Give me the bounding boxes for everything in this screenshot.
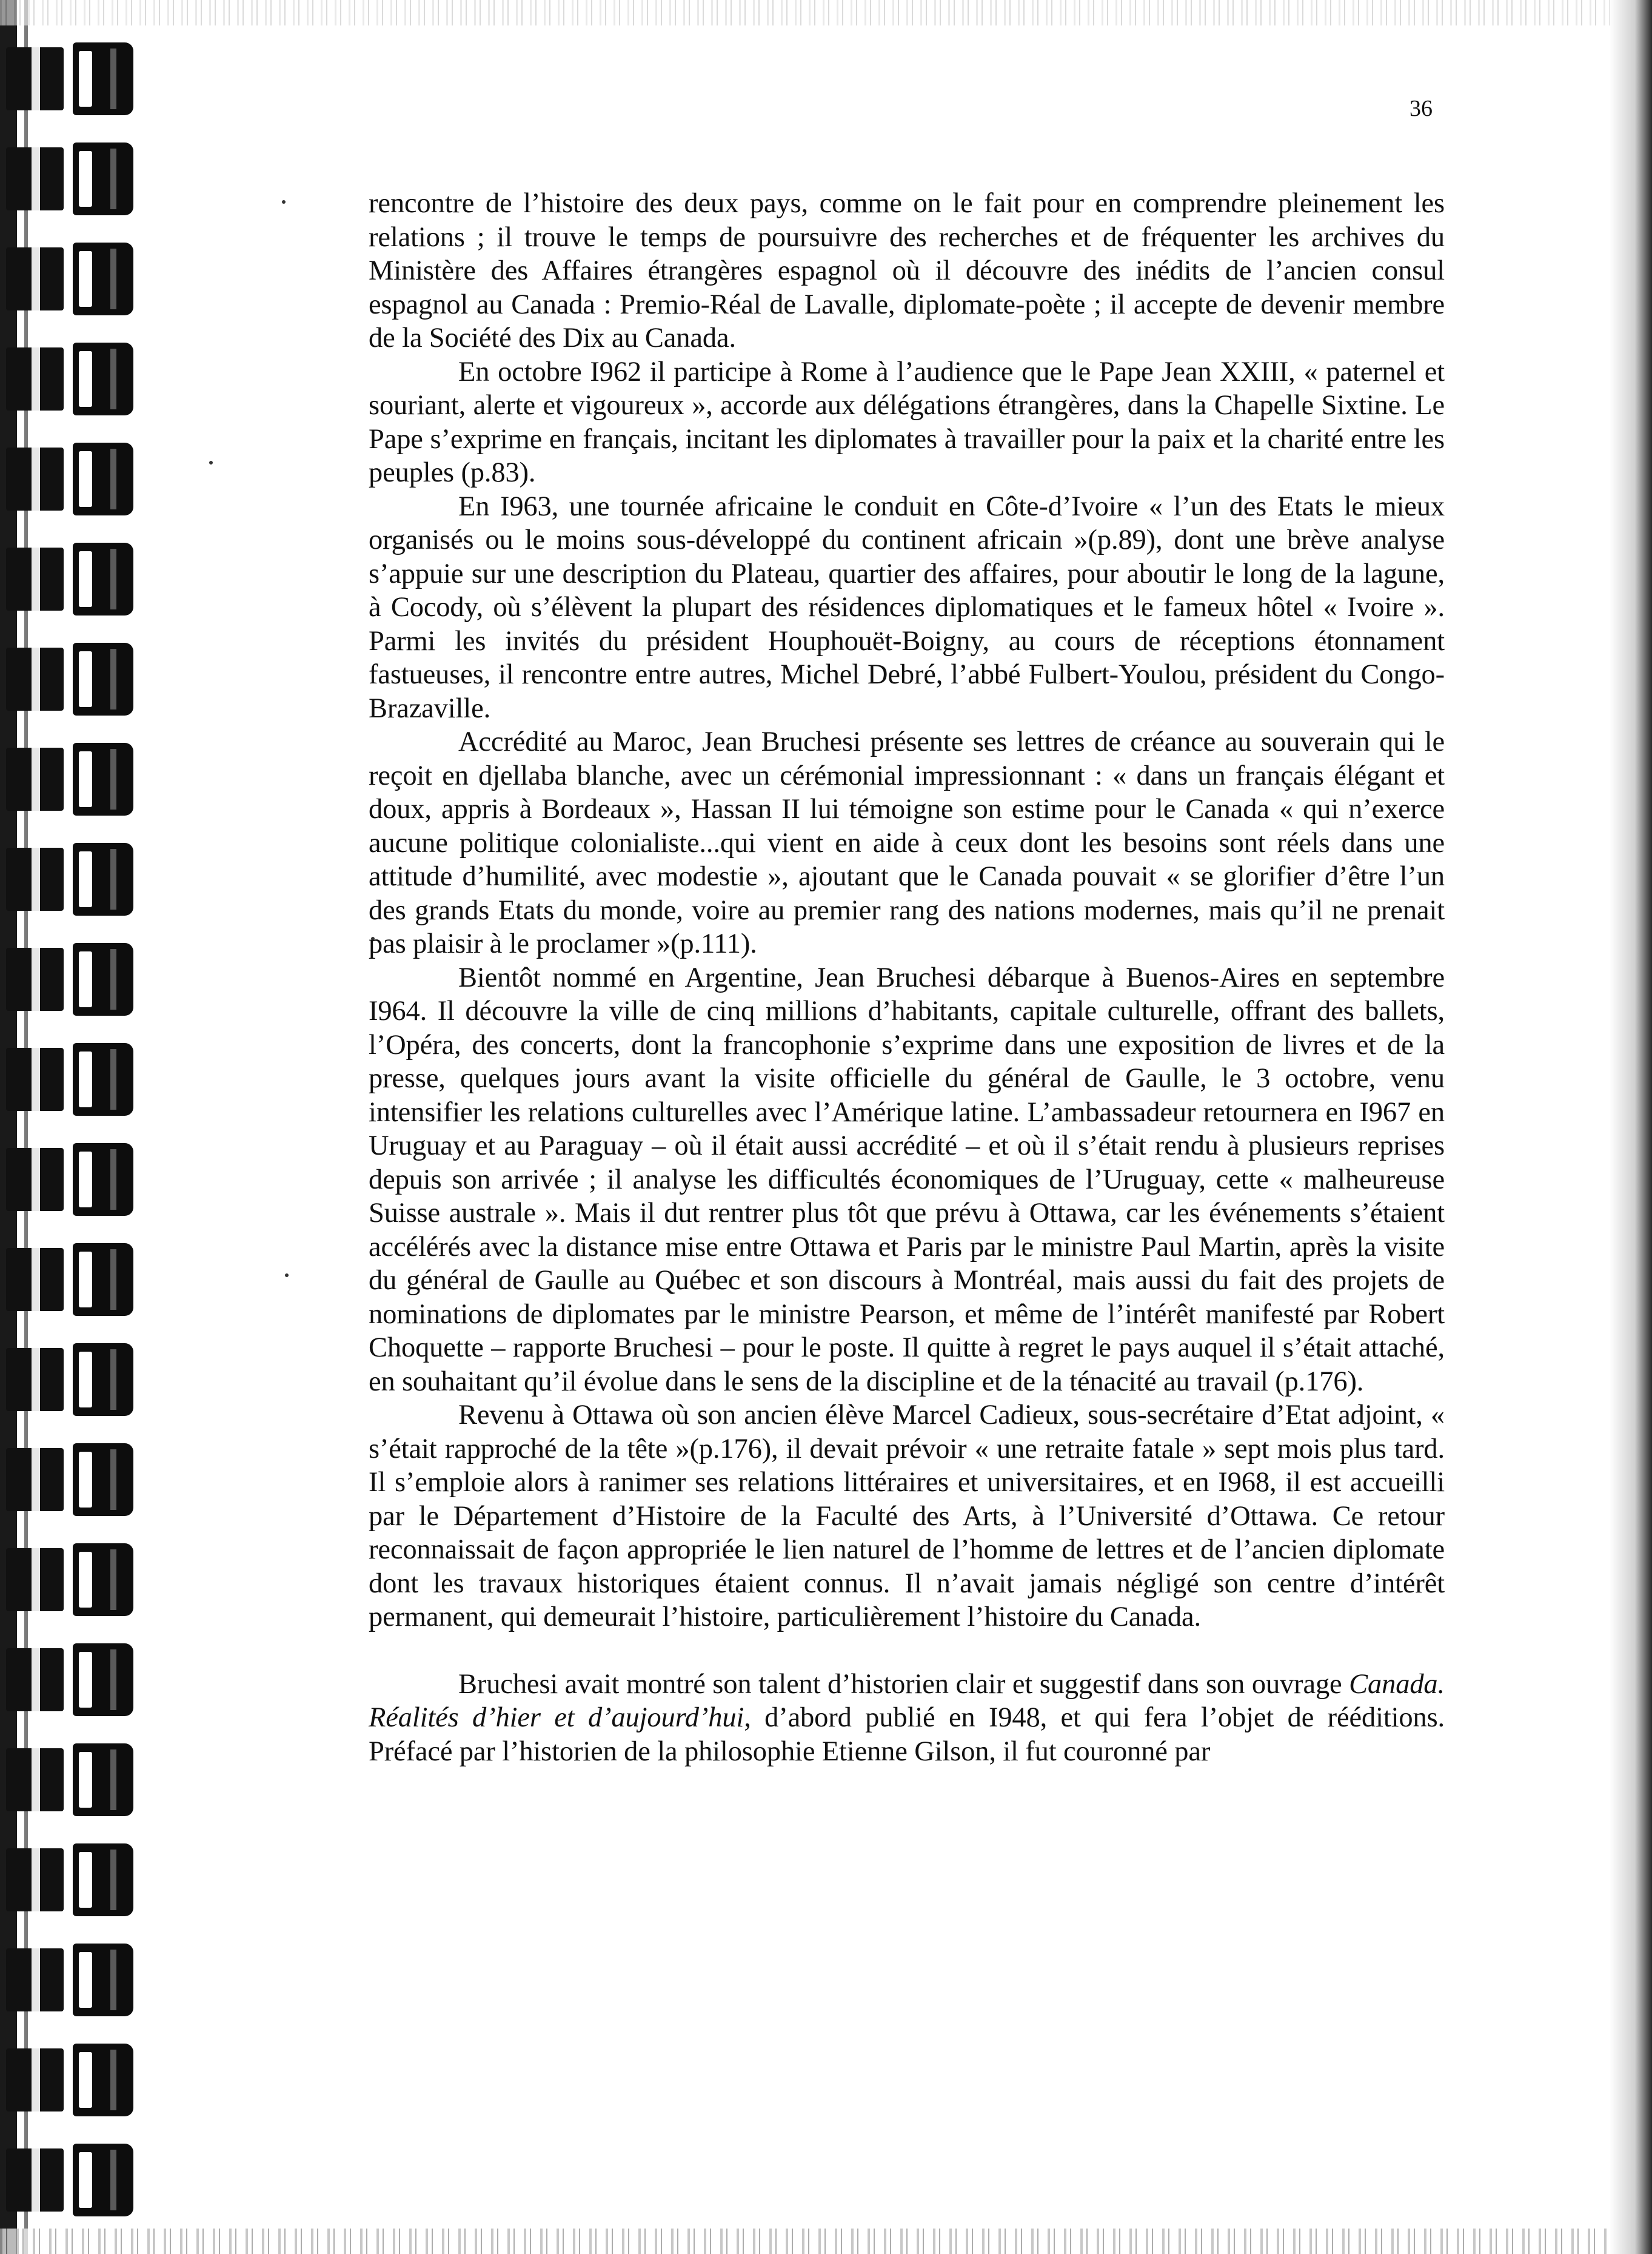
paragraph-text: , d’abord publié en I948, et qui fera l’objet de rééditions. Préfacé par l’historien de la philosophie Etienne Gilson, il fut couronné par <box>369 1702 1445 1767</box>
scan-edge-right <box>1610 0 1652 2254</box>
binding-ring <box>6 1343 133 1416</box>
scan-speck <box>285 1273 289 1277</box>
binding-ring <box>6 1944 133 2016</box>
binding-ring <box>6 143 133 215</box>
paragraph: rencontre de l’histoire des deux pays, comme on le fait pour en comprendre pleinement les relations ; il trouve le temps de poursuivre des recherches et de fréquenter les archives du Ministère des Affaires étrangères espagnol où il découvre des inédits de l’ancien consul espagnol au Canada : Premio-Réal de Lavalle, diplomate-poète ; il accepte de devenir membre de la Société des Dix au Canada. <box>369 188 1445 354</box>
paragraph: Revenu à Ottawa où son ancien élève Marcel Cadieux, sous-secrétaire d’Etat adjoint, « s’était rapproché de la tête »(p.176), il devait prévoir « une retraite fatale » sept mois plus tard. Il s’emploie alors à ranimer ses relations littéraires et universitaires, et en I968, il est accueilli par le Département d’Histoire de la Faculté des Arts, à l’Université d’Ottawa. Ce retour reconnaissait de façon appropriée le lien naturel de l’homme de lettres et de l’ancien diplomate dont les travaux historiques étaient connus. Il n’avait jamais négligé son centre d’intérêt permanent, qui demeurait l’histoire, particulièrement l’histoire du Canada. <box>369 1400 1445 1632</box>
binding-ring <box>6 1143 133 1216</box>
paragraph: En octobre I962 il participe à Rome à l’audience que le Pape Jean XXIII, « paternel et souriant, alerte et vigoureux », accorde aux délégations étrangères, dans la Chapelle Sixtine. Le Pape s’exprime en français, incitant les diplomates à travailler pour la paix et la charité entre les peuples (p.83). <box>369 356 1445 488</box>
binding-ring <box>6 1243 133 1316</box>
scan-speck <box>209 461 213 465</box>
binding-ring <box>6 443 133 515</box>
binding-ring <box>6 2144 133 2216</box>
paragraph: En I963, une tournée africaine le conduit en Côte-d’Ivoire « l’un des Etats le mieux organisés ou le moins sous-développé du continent africain »(p.89), dont une brève analyse s’appuie sur une description du Plateau, quartier des affaires, pour aboutir le long de la lagune, à Cocody, où s’élèvent la plupart des résidences diplomatiques et le fameux hôtel « Ivoire ». Parmi les invités du président Houphouët-Boigny, au cours de réceptions étonnament fastueuses, il rencontre entre autres, Michel Debré, l’abbé Fulbert-Youlou, président du Congo-Brazaville. <box>369 491 1445 724</box>
paragraph-text: Bruchesi avait montré son talent d’historien clair et suggestif dans son ouvrage <box>458 1668 1349 1700</box>
binding-ring <box>6 1043 133 1116</box>
binding-ring <box>6 1543 133 1616</box>
document-body <box>369 187 1445 1768</box>
binding-ring <box>6 1743 133 1816</box>
spiral-binding <box>0 0 145 2254</box>
binding-ring <box>6 1443 133 1516</box>
binding-ring <box>6 243 133 315</box>
paragraph: Bientôt nommé en Argentine, Jean Bruchesi débarque à Buenos-Aires en septembre I964. Il découvre la ville de cinq millions d’habitants, capitale culturelle, offrant des ballets, l’Opéra, des concerts, dont la francophonie s’exprime dans une exposition de livres et de la presse, quelques jours avant la visite officielle du général de Gaulle, le 3 octobre, venu intensifier les relations culturelles avec l’Amérique latine. L’ambassadeur retournera en I967 en Uruguay et au Paraguay – où il était aussi accrédité – et où il s’était rendu à plusieurs reprises depuis son arrivée ; il analyse les difficultés économiques de l’Uruguay, cette « malheureuse Suisse australe ». Mais il dut rentrer plus tôt que prévu à Ottawa, car les événements s’étaient accélérés avec la distance mise entre Ottawa et Paris par le ministre Paul Martin, après la visite du général de Gaulle au Québec et son discours à Montréal, mais aussi du fait des projets de nominations de diplomates par le ministre Pearson, et même de l’intérêt manifesté par Robert Choquette – rapporte Bruchesi – pour le poste. Il quitte à regret le pays auquel il s’était attaché, en souhaitant qu’il évolue dans le sens de la discipline et de la ténacité au travail (p.176). <box>369 962 1445 1397</box>
binding-ring <box>6 42 133 115</box>
binding-ring <box>6 543 133 615</box>
scan-edge-top <box>0 0 1652 25</box>
book-title: Canada. Réalités d’hier et d’aujourd’hui <box>369 1668 1445 1733</box>
binding-ring <box>6 843 133 916</box>
binding-ring <box>6 743 133 816</box>
binding-ring <box>6 643 133 716</box>
scan-speck <box>282 200 286 204</box>
binding-ring <box>6 1843 133 1916</box>
page-number: 36 <box>1410 96 1433 121</box>
binding-ring <box>6 2044 133 2116</box>
binding-ring <box>6 343 133 415</box>
paragraph <box>369 1668 1445 1769</box>
scan-edge-bottom <box>0 2229 1652 2254</box>
binding-ring <box>6 943 133 1016</box>
paragraph: Accrédité au Maroc, Jean Bruchesi présente ses lettres de créance au souverain qui le reçoit en djellaba blanche, avec un cérémonial impressionnant : « dans un français élégant et doux, appris à Bordeaux », Hassan II lui témoigne son estime pour le Canada « qui n’exerce aucune politique colonialiste...qui vient en aide à ceux dont les besoins sont réels dans une attitude d’humilité, avec modestie », ajoutant que le Canada pouvait « se glorifier d’être l’un des grands Etats du monde, voire au premier rang des nations modernes, mais qu’il ne prenait pas plaisir à le proclamer »(p.111). <box>369 726 1445 959</box>
binding-ring <box>6 1643 133 1716</box>
